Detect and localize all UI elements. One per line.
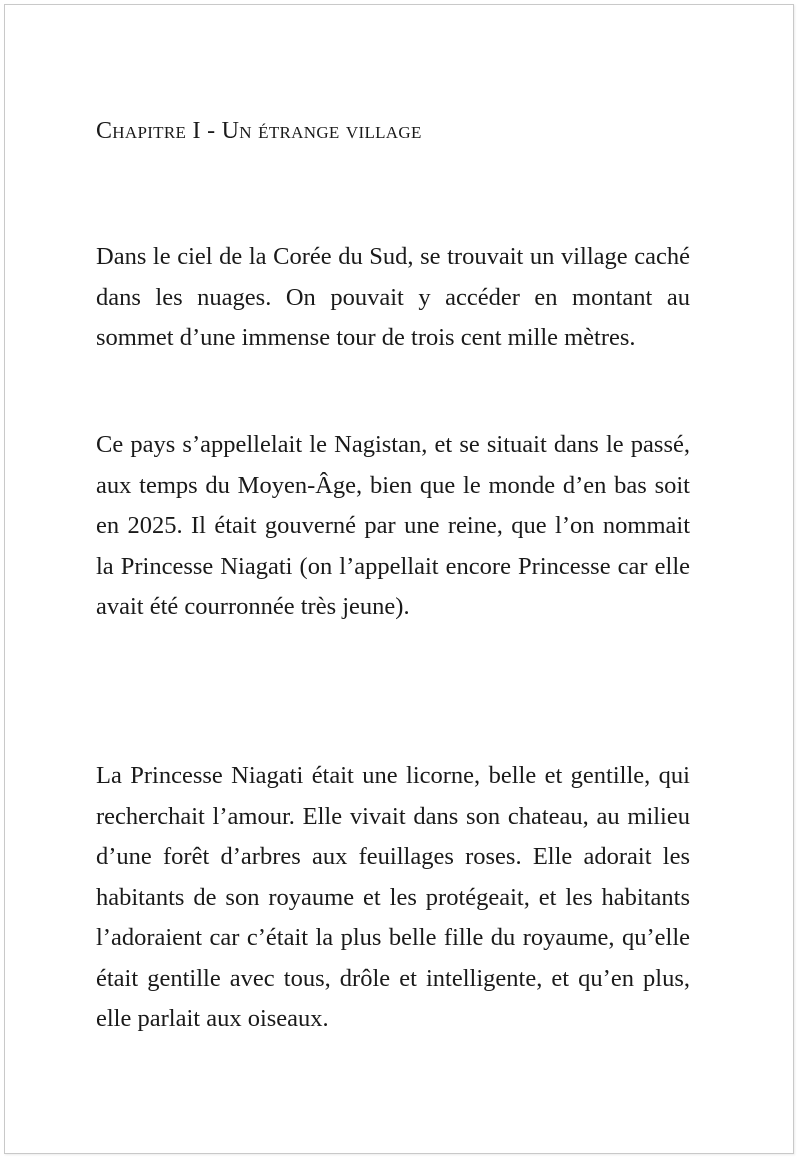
book-page [4,4,794,1154]
paragraph-1: Dans le ciel de la Corée du Sud, se trouvait un village caché dans les nuages. On pouvait y accéder en montant au sommet d’une immense tour de trois cent mille mètres. [96,243,690,351]
chapter-title: Chapitre I - Un étrange village [96,118,422,144]
paragraph-3: La Princesse Niagati était une licorne, belle et gentille, qui recherchait l’amour. Elle vivait dans son chateau, au milieu d’une forêt d’arbres aux feuillages roses. Elle adorait les habitants de son royaume et les protégeait, et les habitants l’adoraient car c’était la plus belle fille du royaume, qu’elle était gentille avec tous, drôle et intelligente, et qu’en plus, elle parlait aux oiseaux. [96,762,690,1032]
paragraph-2: Ce pays s’appellelait le Nagistan, et se situait dans le passé, aux temps du Moyen-Âge, bien que le monde d’en bas soit en 2025. Il était gouverné par une reine, que l’on nommait la Princesse Niagati (on l’appellait encore Princesse car elle avait été courronnée très jeune). [96,431,690,620]
